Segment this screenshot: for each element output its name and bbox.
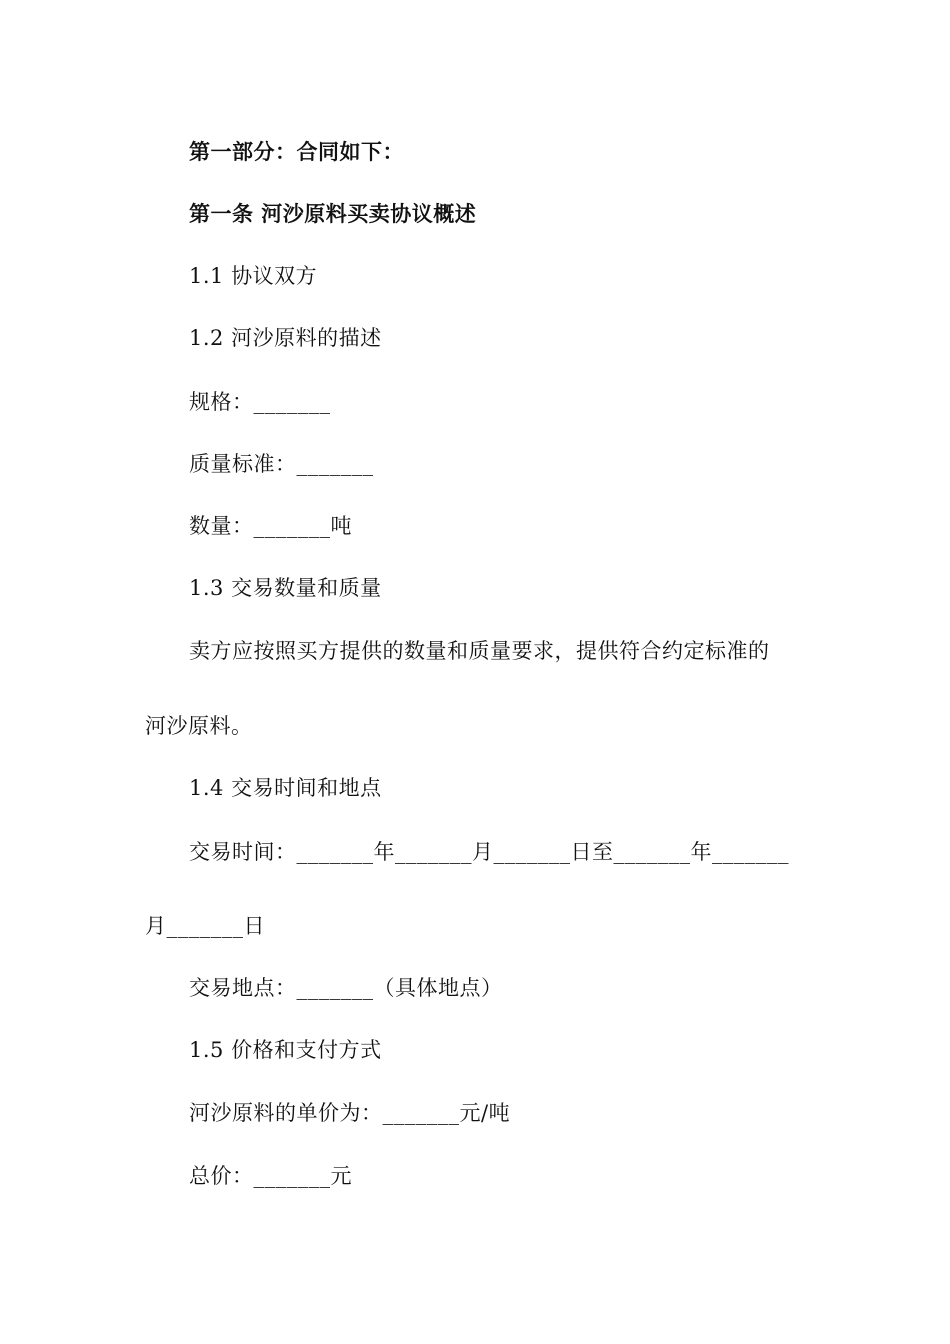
part-heading: 第一部分：合同如下： bbox=[189, 140, 404, 164]
spec-field: 规格：_______ bbox=[189, 390, 331, 414]
section-1-1: 1.1 协议双方 bbox=[189, 264, 318, 288]
trade-time-line-2: 月_______日 bbox=[145, 914, 265, 938]
section-1-4: 1.4 交易时间和地点 bbox=[189, 776, 382, 800]
quantity-field: 数量：_______吨 bbox=[189, 514, 352, 538]
trade-time-line-1: 交易时间：_______年_______月_______日至_______年_______ bbox=[189, 840, 789, 864]
section-1-3-paragraph-line-1: 卖方应按照买方提供的数量和质量要求，提供符合约定标准的 bbox=[189, 639, 770, 663]
total-price-field: 总价：_______元 bbox=[189, 1164, 352, 1188]
section-1-3-paragraph-line-2: 河沙原料。 bbox=[145, 714, 253, 738]
section-1-5: 1.5 价格和支付方式 bbox=[189, 1038, 382, 1062]
unit-price-field: 河沙原料的单价为：_______元/吨 bbox=[189, 1101, 511, 1125]
article-heading: 第一条 河沙原料买卖协议概述 bbox=[189, 202, 477, 226]
section-1-3: 1.3 交易数量和质量 bbox=[189, 576, 382, 600]
trade-place-field: 交易地点：_______（具体地点） bbox=[189, 976, 503, 1000]
section-1-2: 1.2 河沙原料的描述 bbox=[189, 326, 382, 350]
quality-standard-field: 质量标准：_______ bbox=[189, 452, 374, 476]
